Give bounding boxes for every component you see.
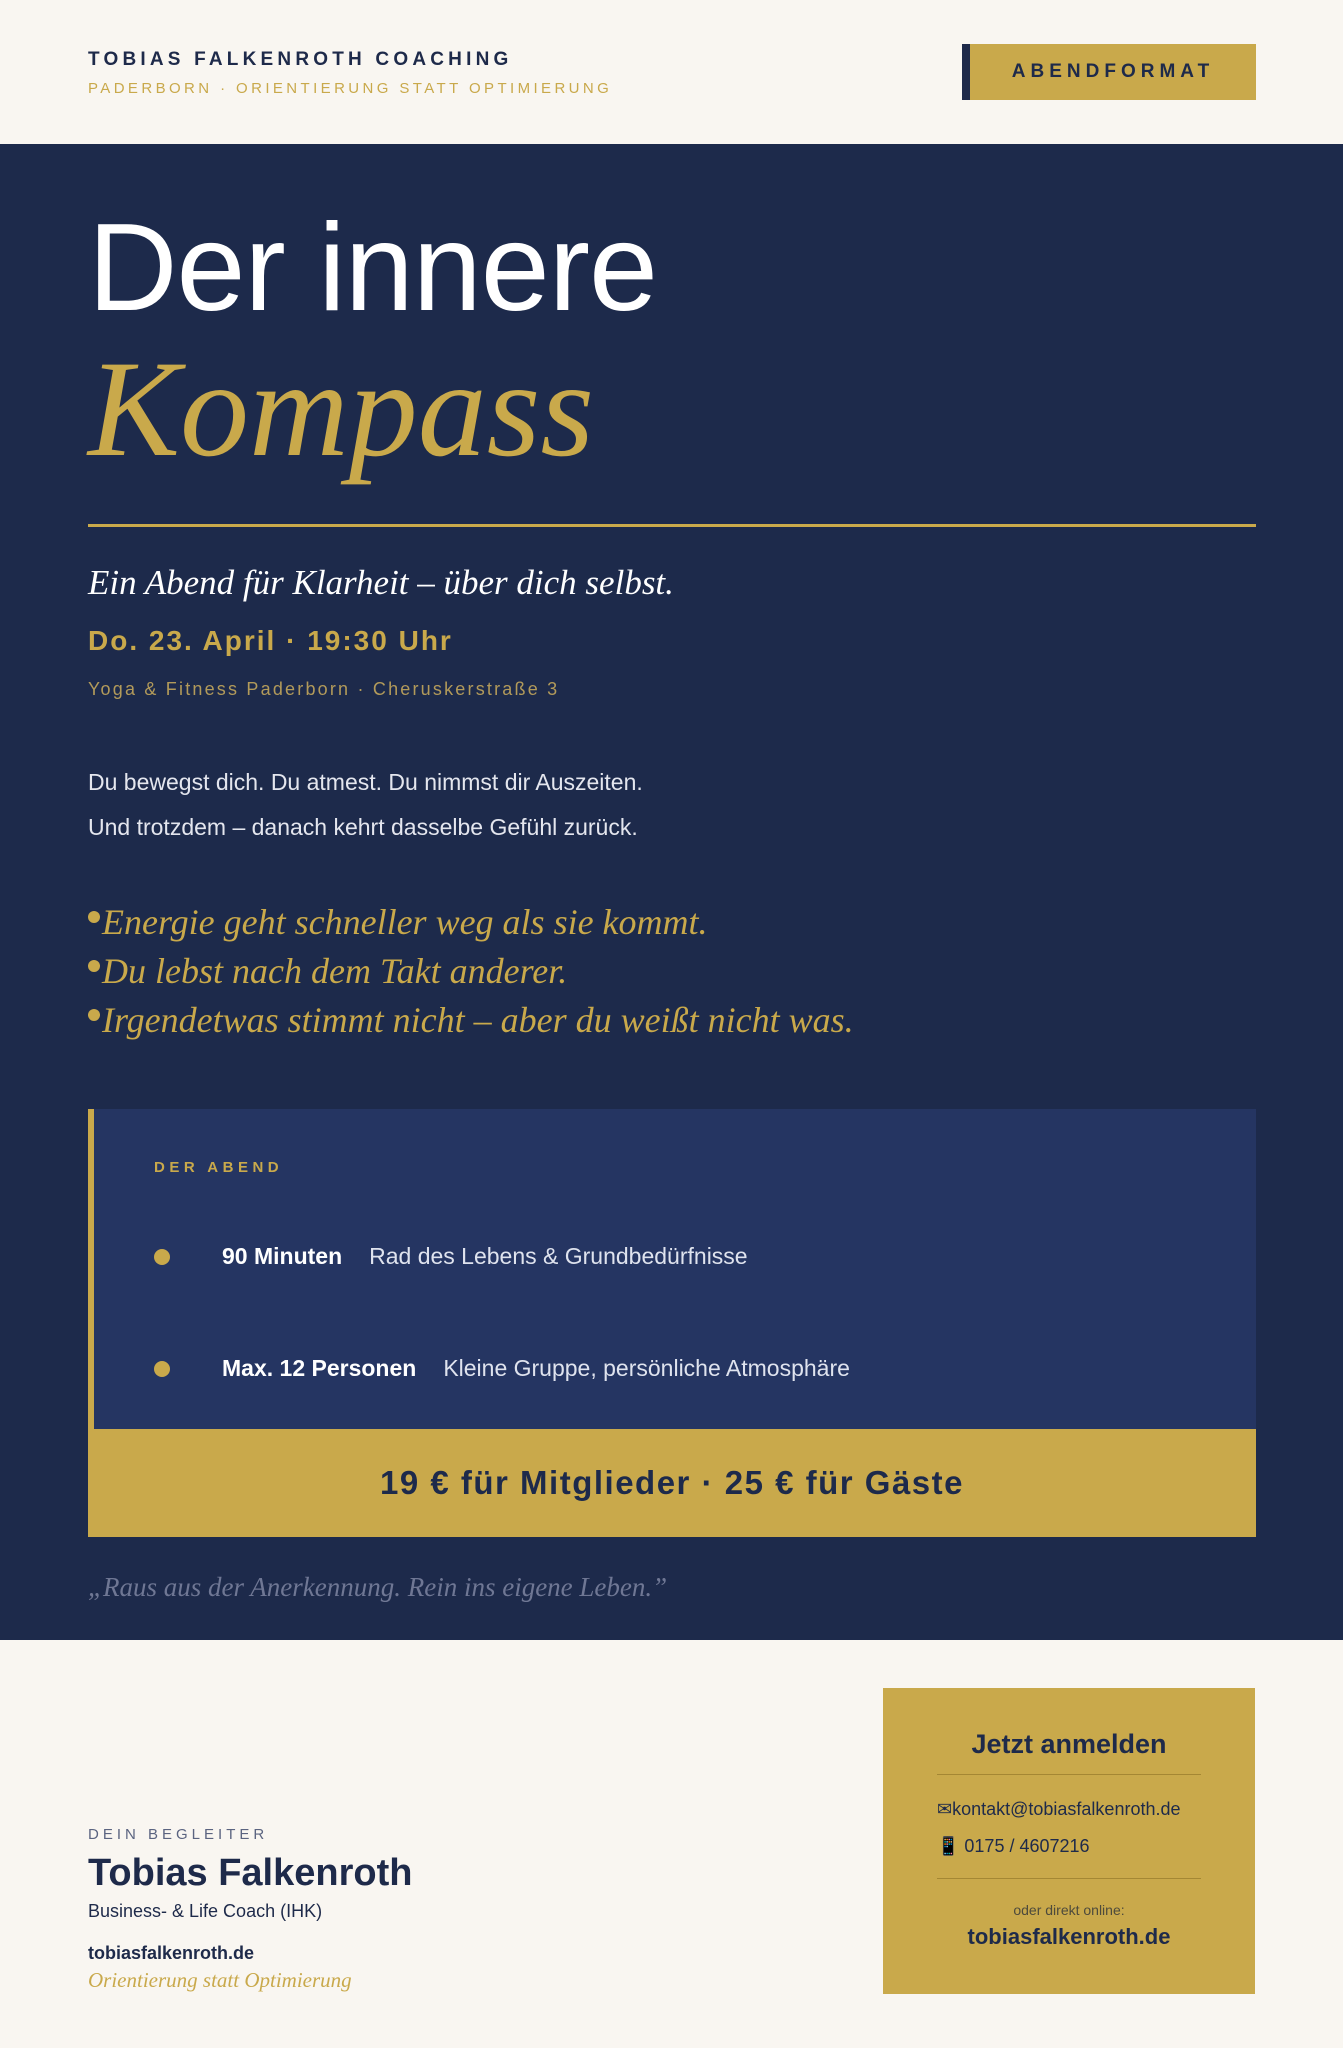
online-label: oder direkt online: (1013, 1902, 1125, 1918)
online-signup-link[interactable]: tobiasfalkenroth.de (967, 1924, 1171, 1949)
page-header (0, 0, 1343, 144)
event-location: Yoga & Fitness Paderborn · Cheruskerstraße 3 (88, 679, 560, 699)
list-item (88, 999, 854, 1048)
phone-link[interactable]: 📱 0175 / 4607216 (937, 1836, 1090, 1856)
list-item-text: Irgendetwas stimmt nicht – aber du weißt nicht was. (102, 1000, 854, 1040)
event-subtitle: Ein Abend für Klarheit – über dich selbst. (88, 563, 674, 602)
bullet-dot-icon (154, 1361, 170, 1377)
bullet-dot-icon (154, 1249, 170, 1265)
format-badge: ABENDFORMAT (962, 44, 1256, 100)
detail-value: Rad des Lebens & Grundbedürfnisse (369, 1243, 748, 1269)
signup-title: Jetzt anmelden (971, 1729, 1167, 1759)
details-heading: DER ABEND (154, 1159, 284, 1176)
title-line-1: Der innere (88, 199, 657, 337)
title-divider (88, 524, 1256, 527)
hero-section (0, 144, 1343, 1640)
coach-tagline: Orientierung statt Optimierung (88, 1968, 352, 1992)
bullet-dot-icon (88, 911, 100, 923)
closing-quote: „Raus aus der Anerkennung. Rein ins eigene Leben.” (88, 1572, 668, 1602)
detail-row-duration (154, 1243, 748, 1270)
price-bar: 19 € für Mitglieder · 25 € für Gäste (88, 1429, 1256, 1537)
pain-point-list (88, 901, 854, 1048)
brand-name: TOBIAS FALKENROTH COACHING (88, 49, 513, 70)
intro-text-line-1: Du bewegst dich. Du atmest. Du nimmst dir Auszeiten. (88, 769, 643, 795)
detail-row-capacity (154, 1355, 850, 1382)
coach-role: Business- & Life Coach (IHK) (88, 1901, 323, 1921)
signup-card (883, 1688, 1255, 1994)
companion-label: DEIN BEGLEITER (88, 1826, 269, 1843)
list-item-text: Energie geht schneller weg als sie kommt. (102, 902, 708, 942)
list-item-text: Du lebst nach dem Takt anderer. (102, 951, 568, 991)
email-link[interactable]: ✉kontakt@tobiasfalkenroth.de (937, 1799, 1181, 1819)
event-details-box (88, 1109, 1256, 1429)
list-item (88, 950, 854, 999)
detail-key: 90 Minuten (222, 1243, 343, 1269)
list-item (88, 901, 854, 950)
bullet-dot-icon (88, 1009, 100, 1021)
signup-divider (937, 1878, 1201, 1879)
intro-text-line-2: Und trotzdem – danach kehrt dasselbe Gefühl zurück. (88, 814, 638, 840)
detail-key: Max. 12 Personen (222, 1355, 417, 1381)
detail-value: Kleine Gruppe, persönliche Atmosphäre (443, 1355, 850, 1381)
signup-divider (937, 1774, 1201, 1775)
coach-website-link[interactable]: tobiasfalkenroth.de (88, 1943, 255, 1963)
brand-subline: PADERBORN · ORIENTIERUNG STATT OPTIMIERUNG (88, 80, 613, 97)
coach-name: Tobias Falkenroth (88, 1852, 413, 1894)
title-line-2: Kompass (88, 332, 595, 485)
bullet-dot-icon (88, 960, 100, 972)
event-datetime: Do. 23. April · 19:30 Uhr (88, 625, 453, 656)
